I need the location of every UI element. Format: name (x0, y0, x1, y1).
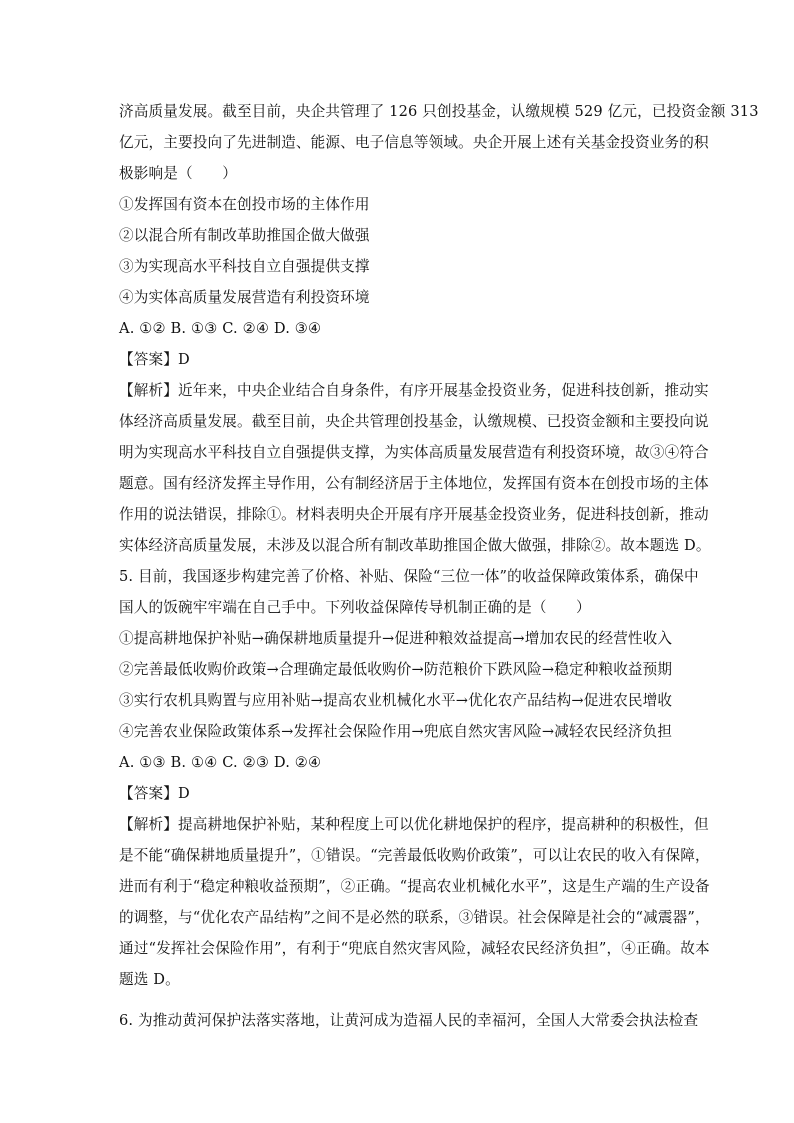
analysis-text: 通过“发挥社会保险作用”，有利于“兜底自然灾害风险，减轻农民经济负担”，④正确。故本 (119, 940, 710, 957)
option-1: ①发挥国有资本在创投市场的主体作用 (119, 196, 370, 213)
answer-choices: A. ①② B. ①③ C. ②④ D. ③④ (119, 320, 322, 337)
analysis-text: 作用的说法错误，排除①。材料表明央企开展有序开展基金投资业务，促进科技创新，推动 (119, 506, 709, 523)
analysis-text: 明为实现高水平科技自立自强提供支撑，为实体高质量发展营造有利投资环境，故③④符合 (119, 444, 709, 461)
text-line: 极影响是（ ） (119, 165, 237, 182)
analysis-text: 实体经济高质量发展，未涉及以混合所有制改革助推国企做大做强，排除②。故本题选 D。 (119, 537, 711, 554)
analysis-text: 进而有利于“稳定种粮收益预期”，②正确。“提高农业机械化水平”，这是生产端的生产设备 (119, 878, 710, 895)
analysis-text: 【解析】提高耕地保护补贴，某种程度上可以优化耕地保护的程序，提高耕种的积极性，但 (119, 816, 709, 833)
text-line: 亿元，主要投向了先进制造、能源、电子信息等领域。央企开展上述有关基金投资业务的积 (119, 134, 709, 151)
analysis-text: 是不能“确保耕地质量提升”，①错误。“完善最低收购价政策”，可以让农民的收入有保障， (119, 847, 710, 864)
analysis-text: 题选 D。 (119, 971, 180, 988)
option-3: ③为实现高水平科技自立自强提供支撑 (119, 258, 370, 275)
option-2: ②以混合所有制改革助推国企做大做强 (119, 227, 370, 244)
analysis-text: 题意。国有经济发挥主导作用，公有制经济居于主体地位，发挥国有资本在创投市场的主体 (119, 475, 709, 492)
answer-label: 【答案】D (119, 351, 190, 368)
question-5-stem: 5. 目前，我国逐步构建完善了价格、补贴、保险“三位一体”的收益保障政策体系，确保中 (119, 568, 699, 585)
answer-choices: A. ①③ B. ①④ C. ②③ D. ②④ (119, 754, 322, 771)
option-4: ④为实体高质量发展营造有利投资环境 (119, 289, 370, 306)
option-3: ③实行农机具购置与应用补贴→提高农业机械化水平→优化农产品结构→促进农民增收 (119, 692, 673, 709)
analysis-text: 体经济高质量发展。截至目前，央企共管理创投基金，认缴规模、已投资金额和主要投向说 (119, 413, 709, 430)
question-5-stem: 国人的饭碗牢牢端在自己手中。下列收益保障传导机制正确的是（ ） (119, 599, 591, 616)
text-line: 济高质量发展。截至目前，央企共管理了 126 只创投基金，认缴规模 529 亿元，已投资金额 313 (119, 103, 759, 120)
answer-label: 【答案】D (119, 785, 190, 802)
question-6-stem: 6. 为推动黄河保护法落实落地，让黄河成为造福人民的幸福河，全国人大常委会执法检查 (119, 1012, 699, 1029)
option-2: ②完善最低收购价政策→合理确定最低收购价→防范粮价下跌风险→稳定种粮收益预期 (119, 661, 673, 678)
option-1: ①提高耕地保护补贴→确保耕地质量提升→促进种粮效益提高→增加农民的经营性收入 (119, 630, 673, 647)
option-4: ④完善农业保险政策体系→发挥社会保险作用→兜底自然灾害风险→减轻农民经济负担 (119, 723, 673, 740)
analysis-text: 的调整，与“优化农产品结构”之间不是必然的联系，③错误。社会保障是社会的“减震器”， (119, 909, 710, 926)
analysis-text: 【解析】近年来，中央企业结合自身条件，有序开展基金投资业务，促进科技创新，推动实 (119, 382, 709, 399)
